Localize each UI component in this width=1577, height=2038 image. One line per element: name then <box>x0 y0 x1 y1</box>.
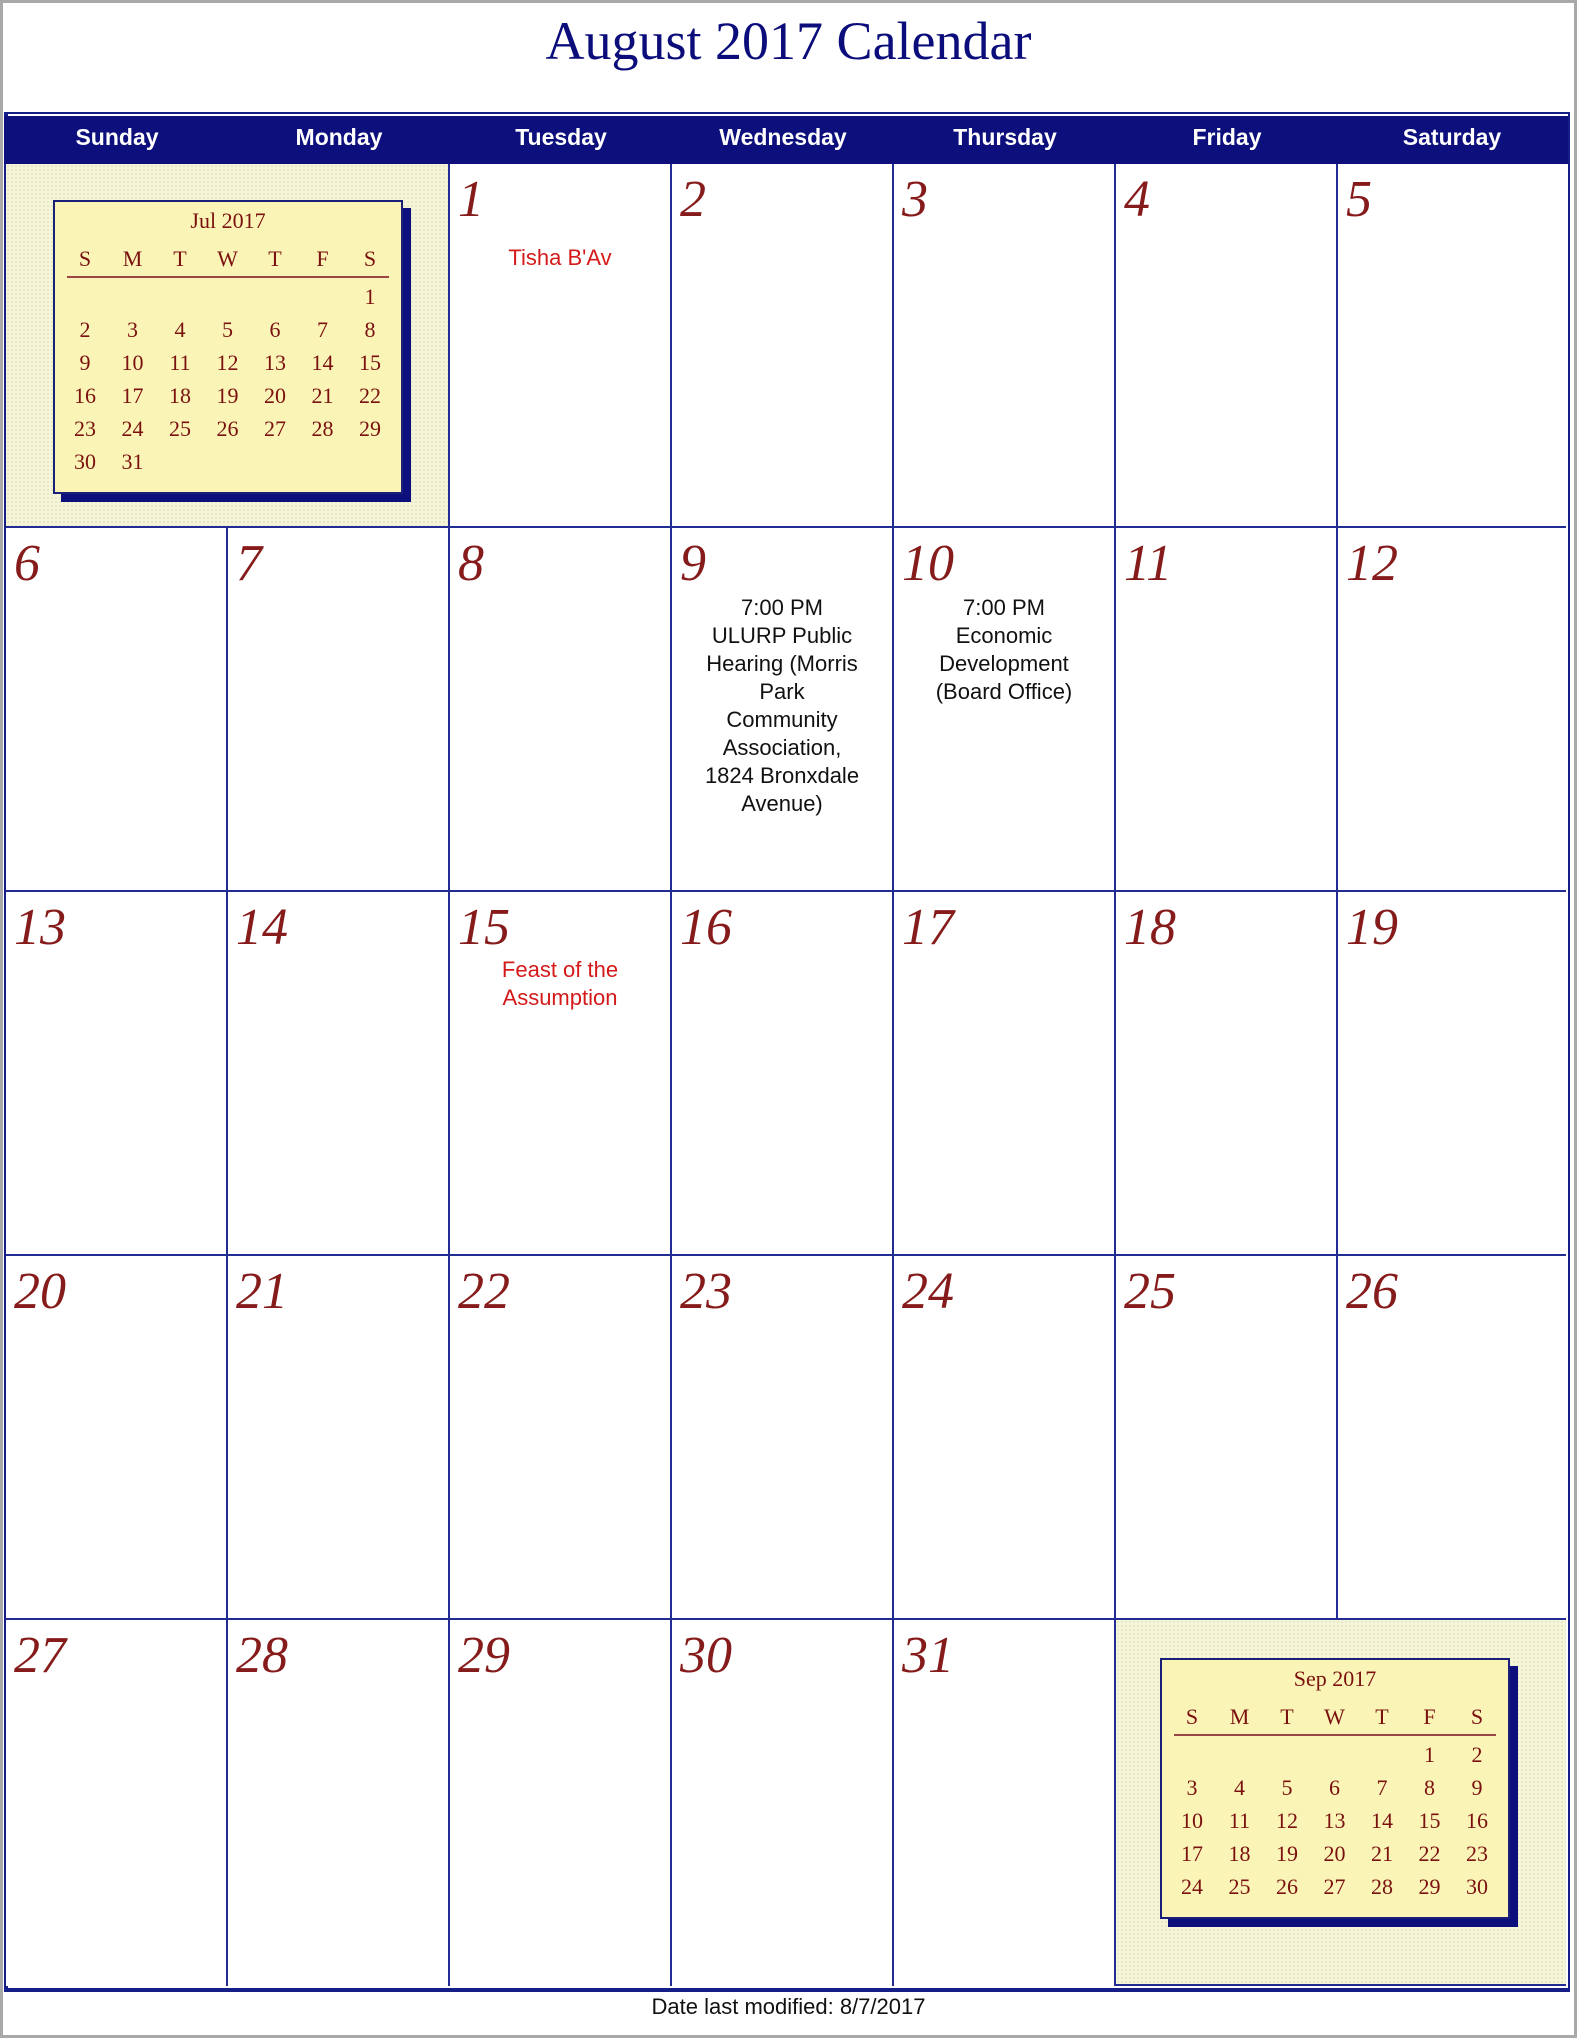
mini-day[interactable]: 4 <box>174 317 186 342</box>
day-number: 10 <box>902 535 954 592</box>
mini-day[interactable]: 13 <box>1323 1808 1346 1833</box>
mini-day[interactable]: 4 <box>1234 1775 1245 1800</box>
day-number: 14 <box>236 899 288 956</box>
mini-day[interactable]: 28 <box>311 416 334 441</box>
mini-day[interactable]: 16 <box>74 383 96 408</box>
day-number: 19 <box>1346 899 1398 956</box>
mini-weekday: M <box>122 246 143 271</box>
weekday-friday: Friday <box>1192 124 1262 150</box>
mini-weekday: T <box>268 246 282 271</box>
mini-day[interactable]: 27 <box>1323 1874 1346 1899</box>
mini-day[interactable]: 5 <box>1281 1775 1293 1800</box>
mini-day[interactable]: 6 <box>269 317 281 342</box>
day-cell-30[interactable] <box>672 1620 894 1986</box>
mini-day[interactable]: 14 <box>311 350 334 375</box>
mini-day[interactable]: 28 <box>1371 1874 1393 1899</box>
day-cell-26[interactable] <box>1338 1256 1566 1620</box>
mini-weekday: S <box>1185 1704 1199 1729</box>
mini-day[interactable]: 18 <box>169 383 191 408</box>
day-cell-25[interactable] <box>1116 1256 1338 1620</box>
event-line: Economic <box>955 623 1053 648</box>
day-number: 27 <box>14 1627 66 1684</box>
weekday-sunday: Sunday <box>75 124 159 150</box>
day-cell-5[interactable] <box>1338 164 1566 528</box>
mini-weekday: F <box>1423 1704 1436 1729</box>
mini-day[interactable]: 1 <box>364 284 376 309</box>
day-number: 26 <box>1346 1263 1398 1320</box>
mini-calendar-title: Jul 2017 <box>190 208 266 233</box>
day-number: 9 <box>680 535 706 592</box>
mini-day[interactable]: 15 <box>359 350 381 375</box>
weekday-wednesday: Wednesday <box>719 124 847 150</box>
day-cell-3[interactable] <box>894 164 1116 528</box>
day-number: 20 <box>14 1263 66 1320</box>
mini-day[interactable]: 21 <box>311 383 334 408</box>
event-line: Community <box>726 707 838 732</box>
day-cell-31[interactable] <box>894 1620 1116 1986</box>
mini-day[interactable]: 24 <box>1181 1874 1203 1899</box>
mini-day[interactable]: 10 <box>121 350 144 375</box>
day-number: 13 <box>14 899 66 956</box>
day-cell-29[interactable] <box>450 1620 672 1986</box>
event-line: (Board Office) <box>935 679 1073 704</box>
mini-day[interactable]: 15 <box>1418 1808 1441 1833</box>
mini-weekday: F <box>316 246 329 271</box>
mini-weekday: W <box>217 246 238 271</box>
day-cell-22[interactable] <box>450 1256 672 1620</box>
day-number: 17 <box>902 899 954 956</box>
day-cell-18[interactable] <box>1116 892 1338 1256</box>
mini-calendar-previous-month <box>53 200 403 494</box>
mini-day[interactable]: 30 <box>1466 1874 1488 1899</box>
mini-day[interactable]: 7 <box>1376 1775 1388 1800</box>
day-number: 21 <box>236 1263 288 1320</box>
mini-weekday: S <box>1470 1704 1484 1729</box>
day-number: 31 <box>902 1627 954 1684</box>
day-cell-24[interactable] <box>894 1256 1116 1620</box>
mini-day[interactable]: 24 <box>121 416 144 441</box>
event-line: 7:00 PM <box>963 595 1045 620</box>
mini-weekday: S <box>363 246 377 271</box>
mini-day[interactable]: 5 <box>222 317 233 342</box>
day-number: 28 <box>236 1627 288 1684</box>
day-cell-20[interactable] <box>6 1256 228 1620</box>
mini-day[interactable]: 20 <box>264 383 286 408</box>
mini-day[interactable]: 13 <box>264 350 286 375</box>
mini-weekday: T <box>1280 1704 1294 1729</box>
mini-day[interactable]: 16 <box>1466 1808 1488 1833</box>
day-number: 24 <box>902 1263 954 1320</box>
mini-day[interactable]: 2 <box>1471 1742 1483 1767</box>
mini-weekday: T <box>173 246 187 271</box>
mini-day[interactable]: 9 <box>79 350 91 375</box>
day-cell-8[interactable] <box>450 528 672 892</box>
weekday-header <box>4 116 1568 164</box>
day-number: 7 <box>236 535 262 592</box>
day-number: 6 <box>14 535 40 592</box>
mini-day[interactable]: 14 <box>1371 1808 1393 1833</box>
day-cell-1[interactable] <box>450 164 672 528</box>
holiday-label: Feast of the <box>501 957 619 982</box>
mini-day[interactable]: 23 <box>74 416 96 441</box>
day-cell-16[interactable] <box>672 892 894 1256</box>
day-number: 29 <box>458 1627 510 1684</box>
mini-day[interactable]: 19 <box>1276 1841 1298 1866</box>
day-cell-17[interactable] <box>894 892 1116 1256</box>
mini-day[interactable]: 8 <box>1424 1775 1435 1800</box>
mini-weekday: M <box>1229 1704 1250 1729</box>
mini-day[interactable]: 7 <box>317 317 328 342</box>
day-cell-12[interactable] <box>1338 528 1566 892</box>
day-cell-21[interactable] <box>228 1256 450 1620</box>
mini-day[interactable]: 12 <box>1276 1808 1298 1833</box>
mini-day[interactable]: 11 <box>169 350 191 375</box>
day-cell-7[interactable] <box>228 528 450 892</box>
day-cell-15[interactable] <box>450 892 672 1256</box>
holiday-label: Assumption <box>502 985 618 1010</box>
day-cell-23[interactable] <box>672 1256 894 1620</box>
event-line: 1824 Bronxdale <box>704 763 860 788</box>
day-number: 11 <box>1124 535 1173 592</box>
event-line: Hearing (Morris <box>706 651 858 676</box>
mini-calendar-weekdays <box>1174 1704 1496 1736</box>
mini-day[interactable]: 30 <box>74 449 96 474</box>
day-number: 30 <box>680 1627 732 1684</box>
mini-day[interactable]: 11 <box>1228 1808 1251 1833</box>
day-cell-6[interactable] <box>6 528 228 892</box>
day-cell-4[interactable] <box>1116 164 1338 528</box>
day-number: 22 <box>458 1263 510 1320</box>
day-number: 23 <box>680 1263 732 1320</box>
mini-day[interactable]: 8 <box>364 317 376 342</box>
mini-day[interactable]: 26 <box>216 416 239 441</box>
mini-weekday: T <box>1375 1704 1389 1729</box>
mini-day[interactable]: 17 <box>1181 1841 1203 1866</box>
day-cell-10[interactable] <box>894 528 1116 892</box>
mini-day[interactable]: 3 <box>127 317 138 342</box>
day-number: 3 <box>902 171 928 228</box>
event-line: 7:00 PM <box>741 595 823 620</box>
mini-day[interactable]: 3 <box>1186 1775 1198 1800</box>
mini-day[interactable]: 22 <box>359 383 381 408</box>
day-number: 18 <box>1124 899 1176 956</box>
weekday-saturday: Saturday <box>1402 124 1502 150</box>
day-number: 2 <box>680 171 706 228</box>
day-number: 25 <box>1124 1263 1176 1320</box>
mini-day[interactable]: 20 <box>1323 1841 1346 1866</box>
mini-calendar-weekdays <box>67 246 389 278</box>
day-cell-2[interactable] <box>672 164 894 528</box>
weekday-monday: Monday <box>295 124 383 150</box>
mini-day[interactable]: 25 <box>169 416 191 441</box>
mini-weekday: W <box>1324 1704 1345 1729</box>
holiday-label: Tisha B'Av <box>508 245 612 270</box>
mini-day[interactable]: 31 <box>121 449 144 474</box>
event-line: Avenue) <box>741 791 823 816</box>
mini-day[interactable]: 29 <box>359 416 381 441</box>
day-cell-27[interactable] <box>6 1620 228 1986</box>
day-number: 12 <box>1346 535 1398 592</box>
mini-day[interactable]: 1 <box>1424 1742 1435 1767</box>
weekday-thursday: Thursday <box>953 124 1057 150</box>
weekday-tuesday: Tuesday <box>515 124 607 150</box>
day-cell-14[interactable] <box>228 892 450 1256</box>
event-line: ULURP Public <box>711 623 853 648</box>
mini-day[interactable]: 29 <box>1418 1874 1441 1899</box>
day-number: 15 <box>458 899 510 956</box>
day-cell-28[interactable] <box>228 1620 450 1986</box>
mini-day[interactable]: 2 <box>79 317 91 342</box>
mini-day[interactable]: 6 <box>1329 1775 1340 1800</box>
event-line: Development <box>939 651 1069 676</box>
footer-modified-date: Date last modified: 8/7/2017 <box>651 1994 926 2019</box>
page-title: August 2017 Calendar <box>545 11 1032 71</box>
mini-day[interactable]: 17 <box>121 383 144 408</box>
mini-day[interactable]: 19 <box>216 383 239 408</box>
day-cell-13[interactable] <box>6 892 228 1256</box>
day-number: 4 <box>1124 171 1150 228</box>
day-cell-11[interactable] <box>1116 528 1338 892</box>
day-cell-9[interactable] <box>672 528 894 892</box>
mini-day[interactable]: 25 <box>1228 1874 1251 1899</box>
mini-day[interactable]: 21 <box>1371 1841 1393 1866</box>
mini-day[interactable]: 10 <box>1181 1808 1203 1833</box>
day-number: 1 <box>458 171 484 228</box>
mini-day[interactable]: 26 <box>1276 1874 1298 1899</box>
day-number: 5 <box>1346 171 1372 228</box>
day-number: 8 <box>458 535 484 592</box>
mini-calendar-next-month <box>1160 1658 1510 1919</box>
mini-day[interactable]: 22 <box>1418 1841 1441 1866</box>
mini-day[interactable]: 12 <box>216 350 239 375</box>
event-line: Park <box>759 679 805 704</box>
mini-day[interactable]: 23 <box>1466 1841 1488 1866</box>
mini-day[interactable]: 27 <box>264 416 286 441</box>
event-line: Association, <box>722 735 842 760</box>
day-cell-19[interactable] <box>1338 892 1566 1256</box>
mini-calendar-title: Sep 2017 <box>1293 1666 1377 1691</box>
day-number: 16 <box>680 899 732 956</box>
mini-weekday: S <box>78 246 92 271</box>
mini-day[interactable]: 9 <box>1471 1775 1483 1800</box>
mini-day[interactable]: 18 <box>1228 1841 1251 1866</box>
